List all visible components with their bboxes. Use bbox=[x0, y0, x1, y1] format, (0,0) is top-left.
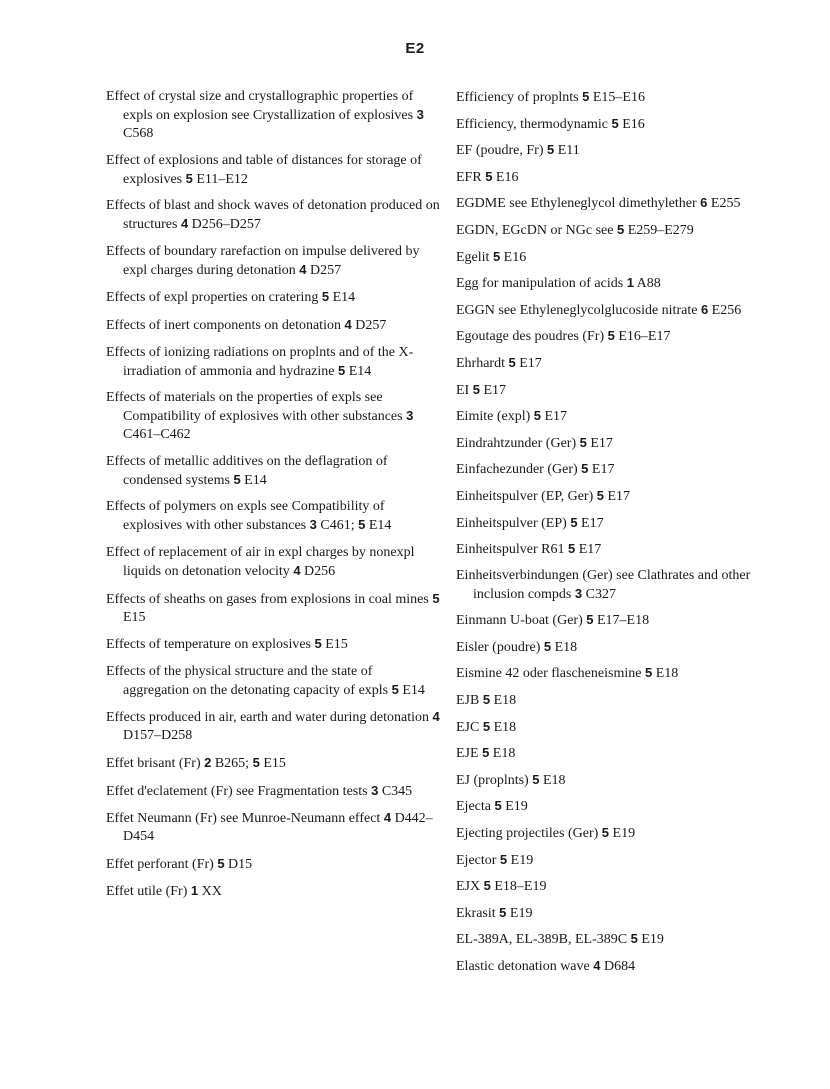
volume-number: 6 bbox=[700, 195, 708, 211]
page-reference: C345 bbox=[378, 783, 413, 799]
entry-term: Effects of ionizing radiations on proplnts and of the X-irradiation of ammonia and hydrazine bbox=[106, 344, 414, 379]
index-entry bbox=[456, 141, 801, 160]
entry-term: Einheitspulver R61 bbox=[456, 542, 568, 558]
entry-term: Eismine 42 oder flascheneismine bbox=[456, 666, 645, 682]
volume-number: 5 bbox=[494, 798, 502, 814]
page-reference: E256 bbox=[708, 302, 742, 318]
entry-term: Efficiency of proplnts bbox=[456, 90, 583, 105]
index-entry bbox=[456, 904, 801, 923]
index-entry bbox=[106, 754, 441, 773]
index-entry bbox=[106, 544, 441, 581]
page-reference: D684 bbox=[600, 959, 636, 974]
volume-number: 3 bbox=[309, 517, 317, 533]
index-entry bbox=[456, 638, 801, 657]
index-entry bbox=[456, 381, 801, 400]
index-entry bbox=[456, 301, 801, 320]
page-reference: C461; bbox=[316, 518, 359, 534]
entry-term: Egoutage des poudres (Fr) bbox=[456, 329, 608, 345]
volume-number: 1 bbox=[626, 275, 634, 291]
index-entry bbox=[456, 957, 801, 976]
volume-number: 3 bbox=[371, 782, 379, 798]
entry-term: EJE bbox=[456, 746, 483, 762]
volume-number: 3 bbox=[406, 408, 414, 424]
entry-term: Effects produced in air, earth and water during detonation bbox=[106, 710, 433, 726]
page-reference: E19 bbox=[507, 852, 534, 868]
entry-term: EJX bbox=[456, 879, 484, 895]
page-reference: E19 bbox=[609, 826, 636, 842]
page-reference: E11 bbox=[554, 143, 580, 159]
page-reference: D157–D258 bbox=[123, 728, 193, 744]
entry-term: Ejecting projectiles (Ger) bbox=[456, 826, 602, 842]
volume-number: 3 bbox=[416, 107, 424, 122]
page-reference: E19 bbox=[506, 905, 533, 921]
entry-term: Effects of temperature on explosives bbox=[106, 637, 315, 653]
entry-term: Effect of replacement of air in expl charges by nonexpl liquids on detonation velocity bbox=[106, 544, 415, 579]
page-reference: D442–D454 bbox=[123, 811, 433, 845]
volume-number: 5 bbox=[492, 248, 501, 264]
page-reference: C461–C462 bbox=[123, 427, 191, 443]
index-entry bbox=[106, 243, 441, 280]
page-reference: E18 bbox=[490, 719, 517, 735]
entry-term: Effects of boundary rarefaction on impulse delivered by expl charges during detonation bbox=[106, 243, 420, 278]
volume-number: 5 bbox=[616, 221, 625, 237]
entry-term: Effects of metallic additives on the deflagration of condensed systems bbox=[106, 453, 388, 488]
volume-number: 5 bbox=[570, 514, 578, 530]
entry-term: Einfachezunder (Ger) bbox=[456, 462, 582, 478]
entry-term: Egelit bbox=[456, 249, 493, 265]
index-entry bbox=[106, 389, 441, 444]
volume-number: 5 bbox=[568, 541, 576, 557]
page-reference: E18 bbox=[539, 772, 566, 788]
page-reference: D256 bbox=[300, 563, 336, 579]
entry-term: Effect of crystal size and crystallographic properties of expls on explosion see Crystallization of explosives bbox=[106, 89, 417, 123]
page-reference: E17 bbox=[479, 382, 507, 398]
entry-term: EJB bbox=[456, 693, 483, 709]
entry-term: EGGN see Ethyleneglycolglucoside nitrate bbox=[456, 302, 701, 318]
volume-number: 4 bbox=[299, 261, 307, 277]
entry-term: Einmann U-boat (Ger) bbox=[456, 613, 587, 629]
volume-number: 5 bbox=[547, 142, 555, 158]
index-entry bbox=[106, 590, 441, 627]
index-entry bbox=[456, 611, 801, 630]
index-entry bbox=[106, 663, 441, 700]
entry-term: Effects of the physical structure and the state of aggregation on the detonating capacity of expls bbox=[106, 663, 392, 698]
entry-term: Ekrasit bbox=[456, 905, 500, 921]
volume-number: 5 bbox=[482, 692, 491, 708]
entry-term: Effects of expl properties on cratering bbox=[106, 290, 322, 306]
page-reference: E16 bbox=[618, 116, 645, 132]
volume-number: 5 bbox=[644, 665, 653, 681]
entry-term: Einheitsverbindungen (Ger) see Clathrates and other inclusion compds bbox=[456, 567, 751, 602]
volume-number: 5 bbox=[532, 771, 540, 787]
entry-term: Eimite (expl) bbox=[456, 409, 534, 425]
index-entry bbox=[106, 453, 441, 490]
page-reference: E14 bbox=[345, 363, 372, 379]
page-reference: D15 bbox=[224, 856, 253, 872]
page-reference: E18 bbox=[489, 746, 516, 762]
index-entry bbox=[456, 797, 801, 816]
page-reference: E17 bbox=[515, 355, 542, 371]
volume-number: 5 bbox=[586, 612, 594, 628]
index-entry bbox=[106, 316, 441, 335]
page-reference: E15 bbox=[123, 609, 146, 625]
entry-term: Elastic detonation wave bbox=[456, 959, 594, 974]
entry-term: EL-389A, EL-389B, EL-389C bbox=[456, 932, 631, 948]
volume-number: 5 bbox=[482, 745, 490, 761]
volume-number: 4 bbox=[293, 562, 301, 578]
index-entry bbox=[456, 930, 801, 949]
entry-term: Effects of polymers on expls see Compatibility of explosives with other substances bbox=[106, 499, 385, 534]
volume-number: 5 bbox=[630, 931, 638, 947]
volume-number: 5 bbox=[432, 590, 440, 606]
index-entry bbox=[106, 498, 441, 535]
page-reference: E17 bbox=[541, 409, 568, 425]
page-reference: E17–E18 bbox=[593, 613, 650, 629]
volume-number: 6 bbox=[700, 301, 709, 317]
index-entry bbox=[456, 274, 801, 293]
page-reference: E17 bbox=[575, 542, 602, 558]
volume-number: 5 bbox=[482, 718, 491, 734]
right-index-column bbox=[456, 88, 801, 976]
page-reference: E15 bbox=[321, 637, 348, 653]
index-entry bbox=[456, 88, 801, 107]
volume-number: 5 bbox=[233, 471, 241, 487]
entry-term: Effet perforant (Fr) bbox=[106, 856, 218, 872]
entry-term: Effet d'eclatement (Fr) see Fragmentation tests bbox=[106, 783, 372, 799]
index-entry bbox=[456, 168, 801, 187]
index-entry bbox=[106, 88, 441, 143]
entry-term: EJ (proplnts) bbox=[456, 772, 533, 788]
page-reference: E14 bbox=[365, 518, 392, 534]
entry-term: Einheitspulver (EP, Ger) bbox=[456, 488, 597, 504]
left-index-column bbox=[106, 88, 441, 901]
page-reference: A88 bbox=[633, 276, 661, 292]
index-entry bbox=[456, 194, 801, 213]
volume-number: 3 bbox=[574, 585, 583, 601]
index-entry bbox=[106, 197, 441, 234]
page-reference: B265; bbox=[211, 755, 253, 771]
volume-number: 4 bbox=[180, 216, 189, 232]
volume-number: 5 bbox=[508, 354, 516, 370]
entry-term: Ehrhardt bbox=[456, 355, 509, 371]
page-reference: E17 bbox=[603, 488, 631, 504]
page-reference: XX bbox=[198, 884, 222, 900]
volume-number: 5 bbox=[607, 328, 615, 344]
volume-number: 5 bbox=[582, 89, 590, 104]
entry-term: Egg for manipulation of acids bbox=[456, 276, 627, 292]
volume-number: 5 bbox=[485, 168, 493, 184]
volume-number: 5 bbox=[252, 754, 260, 770]
volume-number: 5 bbox=[596, 487, 604, 503]
volume-number: 5 bbox=[337, 362, 346, 378]
entry-term: EF (poudre, Fr) bbox=[456, 143, 547, 159]
entry-term: EJC bbox=[456, 719, 483, 735]
index-entry bbox=[456, 248, 801, 267]
index-entry bbox=[456, 567, 801, 604]
volume-number: 5 bbox=[499, 851, 508, 867]
entry-term: Einheitspulver (EP) bbox=[456, 515, 571, 531]
entry-term: Eindrahtzunder (Ger) bbox=[456, 435, 580, 451]
page-reference: E259–E279 bbox=[624, 222, 694, 238]
entry-term: Effect of explosions and table of distances for storage of explosives bbox=[106, 152, 422, 187]
volume-number: 5 bbox=[611, 115, 619, 131]
index-entry bbox=[456, 514, 801, 533]
index-entry bbox=[106, 708, 441, 745]
index-entry bbox=[106, 809, 441, 846]
volume-number: 5 bbox=[533, 408, 541, 424]
index-entry bbox=[456, 434, 801, 453]
page-reference: E19 bbox=[501, 799, 528, 815]
index-entry bbox=[106, 288, 441, 307]
entry-term: EI bbox=[456, 382, 473, 398]
index-entry bbox=[456, 691, 801, 710]
page-reference: E14 bbox=[398, 682, 425, 698]
index-entry bbox=[456, 824, 801, 843]
index-entry bbox=[456, 877, 801, 896]
index-entry bbox=[456, 664, 801, 683]
entry-term: EGDN, EGcDN or NGc see bbox=[456, 222, 617, 238]
volume-number: 5 bbox=[581, 461, 589, 477]
volume-number: 5 bbox=[579, 434, 587, 450]
index-entry bbox=[106, 882, 441, 901]
page-reference: E17 bbox=[588, 462, 615, 478]
page-reference: E14 bbox=[240, 472, 267, 488]
volume-number: 2 bbox=[204, 754, 212, 770]
entry-term: Efficiency, thermodynamic bbox=[456, 116, 612, 132]
index-entry bbox=[456, 744, 801, 763]
entry-term: EGDME see Ethyleneglycol dimethylether bbox=[456, 196, 701, 212]
page-reference: E14 bbox=[329, 290, 356, 306]
volume-number: 5 bbox=[472, 381, 480, 397]
page-reference: D257 bbox=[306, 262, 342, 278]
entry-term: Effects of materials on the properties of expls see Compatibility of explosives with other substances bbox=[106, 390, 407, 425]
page-reference: E19 bbox=[637, 932, 664, 948]
entry-term: Effet utile (Fr) bbox=[106, 884, 191, 900]
index-entry bbox=[456, 115, 801, 134]
index-entry bbox=[456, 487, 801, 506]
volume-number: 4 bbox=[432, 709, 440, 725]
index-entry bbox=[456, 460, 801, 479]
entry-term: Effects of sheaths on gases from explosions in coal mines bbox=[106, 591, 433, 607]
entry-term: Effects of blast and shock waves of detonation produced on structures bbox=[106, 198, 440, 233]
volume-number: 5 bbox=[499, 904, 507, 920]
page-header: E2 bbox=[405, 40, 425, 57]
volume-number: 5 bbox=[314, 636, 322, 652]
entry-term: Ejector bbox=[456, 852, 500, 868]
page-reference: E255 bbox=[707, 196, 741, 212]
entry-term: Effet brisant (Fr) bbox=[106, 755, 205, 771]
index-entry bbox=[106, 782, 441, 801]
volume-number: 4 bbox=[344, 316, 352, 332]
index-entry bbox=[456, 540, 801, 559]
index-entry bbox=[106, 635, 441, 654]
index-entry bbox=[456, 407, 801, 426]
page-reference: E17 bbox=[577, 515, 604, 531]
page-reference: E18 bbox=[652, 666, 679, 682]
page-reference: E15–E16 bbox=[589, 90, 645, 105]
page-reference: C327 bbox=[582, 586, 616, 602]
volume-number: 5 bbox=[358, 517, 366, 533]
index-entry bbox=[456, 771, 801, 790]
volume-number: 5 bbox=[543, 638, 552, 654]
page-reference: E16 bbox=[500, 249, 527, 265]
volume-number: 5 bbox=[601, 825, 610, 841]
volume-number: 5 bbox=[217, 855, 225, 871]
page-reference: E16 bbox=[492, 169, 519, 185]
volume-number: 5 bbox=[391, 681, 399, 697]
index-entry bbox=[456, 327, 801, 346]
volume-number: 4 bbox=[383, 810, 392, 826]
entry-term: Effects of inert components on detonation bbox=[106, 317, 345, 333]
index-entry bbox=[456, 221, 801, 240]
entry-term: Effet Neumann (Fr) see Munroe-Neumann effect bbox=[106, 811, 384, 827]
page-reference: D256–D257 bbox=[188, 217, 261, 233]
index-entry bbox=[106, 855, 441, 874]
page-reference: E15 bbox=[259, 755, 286, 771]
index-entry bbox=[456, 718, 801, 737]
volume-number: 5 bbox=[185, 170, 193, 186]
entry-term: Ejecta bbox=[456, 799, 495, 815]
entry-term: EFR bbox=[456, 169, 486, 185]
page-reference: E11–E12 bbox=[192, 171, 248, 187]
volume-number: 1 bbox=[190, 883, 199, 899]
page-reference: E18 bbox=[551, 639, 578, 655]
page-reference: E17 bbox=[586, 435, 613, 451]
page-reference: E18–E19 bbox=[490, 879, 547, 895]
index-entry bbox=[106, 344, 441, 381]
volume-number: 4 bbox=[593, 958, 601, 973]
index-entry bbox=[456, 354, 801, 373]
page-reference: D257 bbox=[351, 317, 387, 333]
index-entry bbox=[456, 851, 801, 870]
page-reference: E16–E17 bbox=[614, 329, 671, 345]
index-entry bbox=[106, 152, 441, 189]
volume-number: 5 bbox=[321, 289, 330, 305]
page-reference: C568 bbox=[123, 126, 154, 141]
entry-term: Eisler (poudre) bbox=[456, 639, 544, 655]
volume-number: 5 bbox=[483, 878, 491, 894]
page-reference: E18 bbox=[490, 693, 517, 709]
